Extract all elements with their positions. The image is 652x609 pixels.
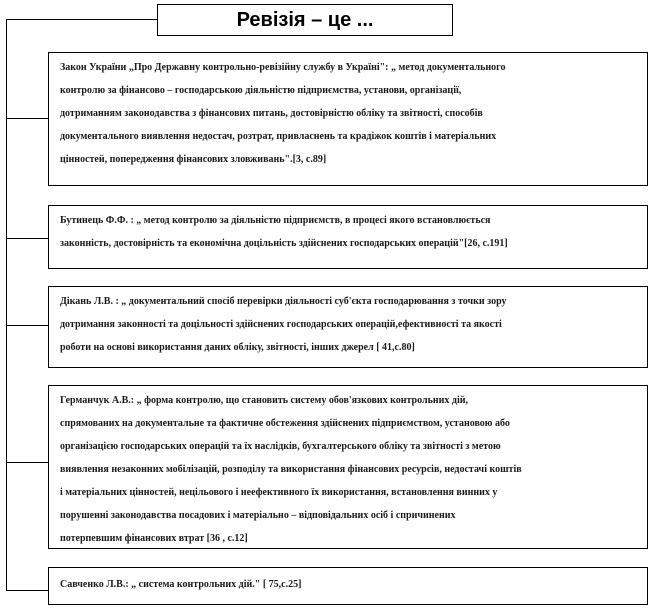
definition-text: Закон України „Про Державну контрольно-ревізійну службу в Україні": „ метод документального контролю за фінансово – господарською діяльністю підприємства, установи, організації, дотриманням законодавства з фінансових питань, достовірністю обліку та звітності, способів документального виявлення недостач, розтрат, привласнень та крадіжок коштів і матеріальних цінностей, попередження фінансових зловживань".[3, с.89] [60,62,506,165]
title-box [157,4,453,36]
branch-connector-5 [6,590,48,591]
diagram-title: Ревізія – це ... [236,8,374,31]
definition-text: Германчук А.В.: „ форма контролю, що становить систему обов'язкових контрольних дій, спрямованих на документальне та фактичне обстеження здійснених підприємством, установою або організацією господарських операцій та їх наслідків, бухгалтерського обліку та звітності з метою виявлення незаконних мобілізацій, розподілу та використання фінансових ресурсів, недостачі коштів і матеріальних цінностей, нецільового і неефективного їх використання, встановлення винних у порушенні законодавства посадових і матеріально – відповідальних осіб і спричинених потерпевшим фінансових втрат [36 , с.12] [60,395,522,544]
branch-connector-1 [6,118,48,119]
trunk-line [6,19,7,590]
title-connector [6,19,157,20]
definition-text: Дікань Л.В. : „ документальний спосіб перевірки діяльності суб'єкта господарювання з точки зору дотримання законності та доцільності здійснених господарських операцій,ефективності та якості роботи на основі використання даних обліку, звітності, інших джерел [ 41,с.80] [60,296,507,353]
definition-box-hermanchuk [48,385,648,549]
branch-connector-4 [6,462,48,463]
branch-connector-2 [6,238,48,239]
definition-box-savchenko [48,567,648,605]
definition-box-dikan [48,286,648,368]
branch-connector-3 [6,325,48,326]
definition-box-butynets [48,205,648,269]
definition-text: Савченко Л.В.: „ система контрольних дій." [ 75,с.25] [60,579,302,590]
definition-box-law [48,52,648,186]
definition-text: Бутинець Ф.Ф. : „ метод контролю за діяльністю підприємств, в процесі якого встановлюється законність, достовірність та економічна доцільність здійснених господарських операцій"[26, с.191] [60,215,508,249]
